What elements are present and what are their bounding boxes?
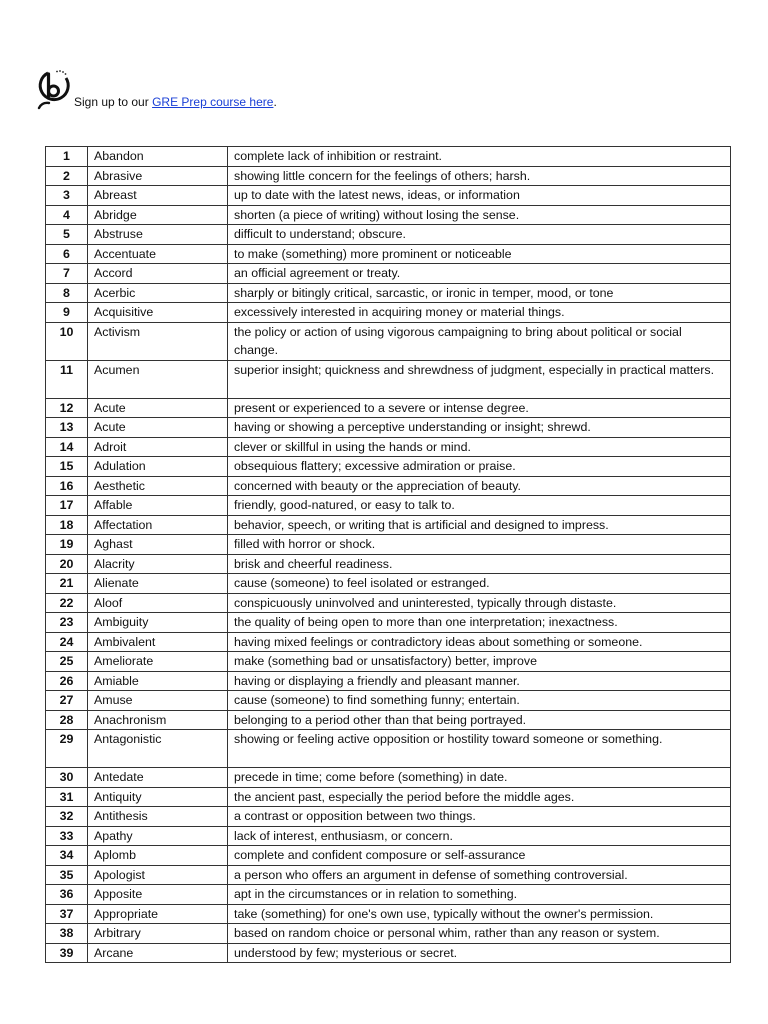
vocab-definition: concerned with beauty or the appreciation of beauty. xyxy=(228,476,731,496)
vocab-definition: sharply or bitingly critical, sarcastic, or ironic in temper, mood, or tone xyxy=(228,283,731,303)
table-row xyxy=(46,846,731,866)
table-row xyxy=(46,322,731,360)
vocab-word: Acumen xyxy=(88,360,228,398)
row-number: 25 xyxy=(46,652,88,672)
table-row xyxy=(46,904,731,924)
vocab-word: Acerbic xyxy=(88,283,228,303)
vocab-word: Abrasive xyxy=(88,166,228,186)
table-row xyxy=(46,671,731,691)
vocab-definition: showing or feeling active opposition or hostility toward someone or something. xyxy=(228,730,731,768)
vocab-word: Amuse xyxy=(88,691,228,711)
vocab-definition: up to date with the latest news, ideas, or information xyxy=(228,186,731,206)
vocab-definition: cause (someone) to feel isolated or estranged. xyxy=(228,574,731,594)
vocab-definition: having or showing a perceptive understanding or insight; shrewd. xyxy=(228,418,731,438)
vocab-definition: the quality of being open to more than one interpretation; inexactness. xyxy=(228,613,731,633)
vocab-word: Alacrity xyxy=(88,554,228,574)
row-number: 12 xyxy=(46,398,88,418)
row-number: 11 xyxy=(46,360,88,398)
vocab-definition: understood by few; mysterious or secret. xyxy=(228,943,731,963)
row-number: 26 xyxy=(46,671,88,691)
row-number: 3 xyxy=(46,186,88,206)
row-number: 23 xyxy=(46,613,88,633)
vocab-definition: belonging to a period other than that being portrayed. xyxy=(228,710,731,730)
vocab-definition: based on random choice or personal whim, rather than any reason or system. xyxy=(228,924,731,944)
vocab-definition: the ancient past, especially the period before the middle ages. xyxy=(228,787,731,807)
gre-prep-course-link[interactable]: GRE Prep course here xyxy=(152,95,274,109)
table-row xyxy=(46,535,731,555)
vocab-word: Arbitrary xyxy=(88,924,228,944)
row-number: 21 xyxy=(46,574,88,594)
table-row xyxy=(46,691,731,711)
row-number: 32 xyxy=(46,807,88,827)
table-row xyxy=(46,398,731,418)
vocab-definition: conspicuously uninvolved and uninterested, typically through distaste. xyxy=(228,593,731,613)
row-number: 37 xyxy=(46,904,88,924)
vocab-definition: excessively interested in acquiring money or material things. xyxy=(228,303,731,323)
vocab-definition: having mixed feelings or contradictory ideas about something or someone. xyxy=(228,632,731,652)
table-row xyxy=(46,264,731,284)
table-row xyxy=(46,574,731,594)
vocab-word: Ambiguity xyxy=(88,613,228,633)
row-number: 9 xyxy=(46,303,88,323)
vocab-word: Apathy xyxy=(88,826,228,846)
vocab-definition: the policy or action of using vigorous campaigning to bring about political or social change. xyxy=(228,322,731,360)
table-row xyxy=(46,826,731,846)
vocab-word: Apposite xyxy=(88,885,228,905)
vocab-definition: present or experienced to a severe or intense degree. xyxy=(228,398,731,418)
row-number: 7 xyxy=(46,264,88,284)
row-number: 4 xyxy=(46,205,88,225)
row-number: 17 xyxy=(46,496,88,516)
table-row xyxy=(46,496,731,516)
row-number: 19 xyxy=(46,535,88,555)
table-row xyxy=(46,885,731,905)
vocab-word: Affable xyxy=(88,496,228,516)
row-number: 28 xyxy=(46,710,88,730)
row-number: 39 xyxy=(46,943,88,963)
vocab-word: Abstruse xyxy=(88,225,228,245)
table-row xyxy=(46,593,731,613)
vocab-definition: superior insight; quickness and shrewdness of judgment, especially in practical matters. xyxy=(228,360,731,398)
vocab-word: Acute xyxy=(88,398,228,418)
table-row xyxy=(46,457,731,477)
row-number: 10 xyxy=(46,322,88,360)
vocabulary-table xyxy=(45,146,731,963)
row-number: 30 xyxy=(46,768,88,788)
table-row xyxy=(46,924,731,944)
vocab-word: Antiquity xyxy=(88,787,228,807)
row-number: 8 xyxy=(46,283,88,303)
vocab-word: Adroit xyxy=(88,437,228,457)
table-row xyxy=(46,147,731,167)
table-row xyxy=(46,244,731,264)
table-row xyxy=(46,225,731,245)
vocab-word: Affectation xyxy=(88,515,228,535)
vocab-word: Accord xyxy=(88,264,228,284)
vocab-word: Abreast xyxy=(88,186,228,206)
table-row xyxy=(46,283,731,303)
vocab-word: Antithesis xyxy=(88,807,228,827)
vocab-word: Aloof xyxy=(88,593,228,613)
vocab-word: Abridge xyxy=(88,205,228,225)
vocab-definition: clever or skillful in using the hands or mind. xyxy=(228,437,731,457)
vocab-word: Amiable xyxy=(88,671,228,691)
vocab-definition: shorten (a piece of writing) without losing the sense. xyxy=(228,205,731,225)
vocab-word: Arcane xyxy=(88,943,228,963)
row-number: 22 xyxy=(46,593,88,613)
table-row xyxy=(46,166,731,186)
vocab-word: Antagonistic xyxy=(88,730,228,768)
row-number: 20 xyxy=(46,554,88,574)
row-number: 29 xyxy=(46,730,88,768)
vocab-definition: lack of interest, enthusiasm, or concern. xyxy=(228,826,731,846)
vocab-word: Acquisitive xyxy=(88,303,228,323)
vocab-definition: cause (someone) to find something funny; entertain. xyxy=(228,691,731,711)
vocab-definition: a contrast or opposition between two things. xyxy=(228,807,731,827)
vocab-definition: make (something bad or unsatisfactory) better, improve xyxy=(228,652,731,672)
row-number: 1 xyxy=(46,147,88,167)
table-row xyxy=(46,437,731,457)
vocabulary-table-body xyxy=(46,147,731,963)
vocab-definition: take (something) for one's own use, typically without the owner's permission. xyxy=(228,904,731,924)
table-row xyxy=(46,730,731,768)
signup-suffix: . xyxy=(273,95,277,109)
row-number: 33 xyxy=(46,826,88,846)
vocab-definition: friendly, good-natured, or easy to talk to. xyxy=(228,496,731,516)
signup-prefix: Sign up to our xyxy=(74,95,153,109)
vocab-word: Aghast xyxy=(88,535,228,555)
row-number: 5 xyxy=(46,225,88,245)
vocab-word: Accentuate xyxy=(88,244,228,264)
vocab-word: Aplomb xyxy=(88,846,228,866)
vocab-definition: brisk and cheerful readiness. xyxy=(228,554,731,574)
row-number: 2 xyxy=(46,166,88,186)
table-row xyxy=(46,865,731,885)
table-row xyxy=(46,476,731,496)
vocab-word: Ambivalent xyxy=(88,632,228,652)
vocab-definition: a person who offers an argument in defense of something controversial. xyxy=(228,865,731,885)
row-number: 13 xyxy=(46,418,88,438)
vocab-word: Appropriate xyxy=(88,904,228,924)
vocab-word: Anachronism xyxy=(88,710,228,730)
row-number: 16 xyxy=(46,476,88,496)
vocab-definition: apt in the circumstances or in relation to something. xyxy=(228,885,731,905)
vocab-word: Adulation xyxy=(88,457,228,477)
vocab-definition: to make (something) more prominent or noticeable xyxy=(228,244,731,264)
vocab-word: Ameliorate xyxy=(88,652,228,672)
row-number: 15 xyxy=(46,457,88,477)
vocab-definition: obsequious flattery; excessive admiration or praise. xyxy=(228,457,731,477)
table-row xyxy=(46,613,731,633)
vocab-definition: difficult to understand; obscure. xyxy=(228,225,731,245)
table-row xyxy=(46,303,731,323)
row-number: 14 xyxy=(46,437,88,457)
table-row xyxy=(46,807,731,827)
vocab-definition: complete lack of inhibition or restraint. xyxy=(228,147,731,167)
table-row xyxy=(46,943,731,963)
row-number: 38 xyxy=(46,924,88,944)
row-number: 36 xyxy=(46,885,88,905)
vocab-word: Apologist xyxy=(88,865,228,885)
signup-text xyxy=(74,95,277,109)
table-row xyxy=(46,418,731,438)
vocab-word: Aesthetic xyxy=(88,476,228,496)
vocab-definition: having or displaying a friendly and pleasant manner. xyxy=(228,671,731,691)
vocab-definition: an official agreement or treaty. xyxy=(228,264,731,284)
row-number: 27 xyxy=(46,691,88,711)
vocab-definition: showing little concern for the feelings of others; harsh. xyxy=(228,166,731,186)
vocab-definition: filled with horror or shock. xyxy=(228,535,731,555)
b-logo-icon xyxy=(36,66,72,112)
table-row xyxy=(46,205,731,225)
vocab-word: Activism xyxy=(88,322,228,360)
vocab-definition: complete and confident composure or self-assurance xyxy=(228,846,731,866)
row-number: 18 xyxy=(46,515,88,535)
table-row xyxy=(46,360,731,398)
vocab-word: Acute xyxy=(88,418,228,438)
table-row xyxy=(46,768,731,788)
table-row xyxy=(46,787,731,807)
row-number: 24 xyxy=(46,632,88,652)
row-number: 35 xyxy=(46,865,88,885)
page-header xyxy=(36,66,636,112)
row-number: 31 xyxy=(46,787,88,807)
table-row xyxy=(46,554,731,574)
table-row xyxy=(46,710,731,730)
vocab-definition: behavior, speech, or writing that is artificial and designed to impress. xyxy=(228,515,731,535)
row-number: 6 xyxy=(46,244,88,264)
table-row xyxy=(46,632,731,652)
vocab-word: Alienate xyxy=(88,574,228,594)
vocab-word: Abandon xyxy=(88,147,228,167)
vocab-definition: precede in time; come before (something) in date. xyxy=(228,768,731,788)
table-row xyxy=(46,515,731,535)
row-number: 34 xyxy=(46,846,88,866)
vocab-word: Antedate xyxy=(88,768,228,788)
table-row xyxy=(46,186,731,206)
table-row xyxy=(46,652,731,672)
